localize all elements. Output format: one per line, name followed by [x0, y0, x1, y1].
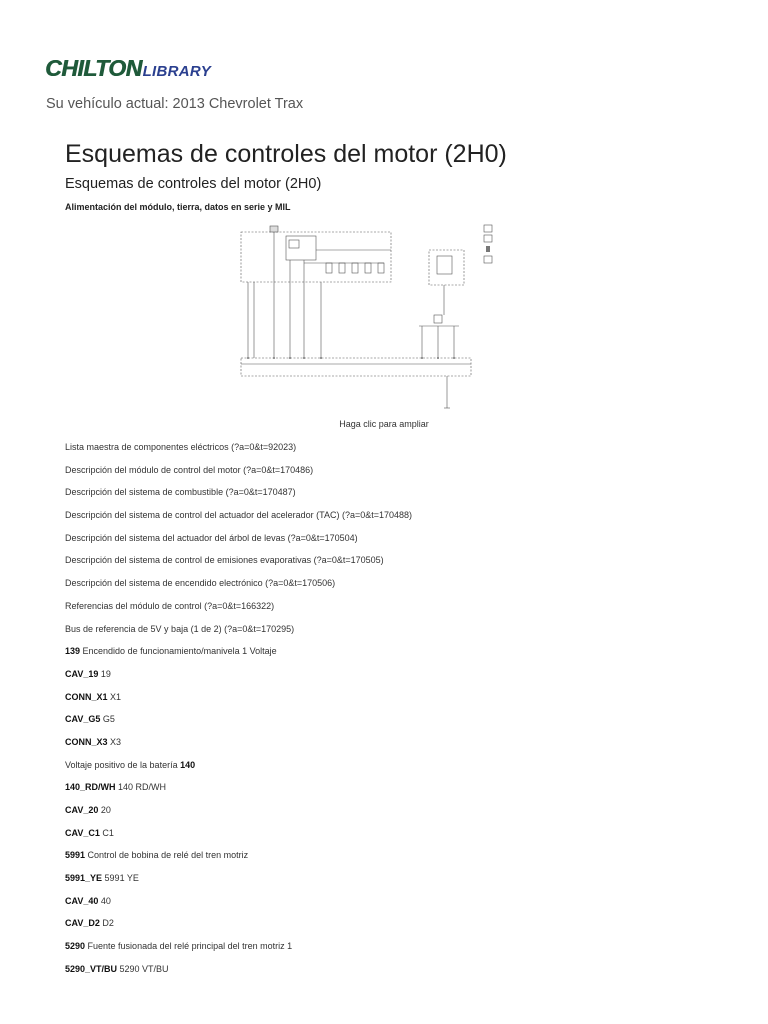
entry-post: Encendido de funcionamiento/manivela 1 Voltaje — [80, 646, 277, 657]
reference-link[interactable]: Descripción del sistema de control del actuador del acelerador (TAC) (?a=0&t=170488) — [65, 510, 413, 521]
list-item[interactable] — [65, 554, 412, 577]
entry-code: 140_RD/WH — [65, 782, 116, 793]
reference-link[interactable]: Lista maestra de componentes eléctricos (?a=0&t=92023) — [65, 442, 297, 452]
list-item[interactable] — [65, 577, 412, 600]
reference-link[interactable]: Descripción del sistema de encendido electrónico (?a=0&t=170506) — [65, 578, 336, 589]
entry-code: CAV_G5 — [65, 714, 101, 725]
list-item — [65, 736, 412, 759]
section-heading: Alimentación del módulo, tierra, datos en serie y MIL — [65, 202, 291, 212]
reference-link[interactable]: Descripción del módulo de control del motor (?a=0&t=170486) — [65, 464, 314, 475]
list-item — [65, 917, 412, 940]
entry-post: C1 — [99, 827, 114, 838]
entry-post: X3 — [107, 736, 122, 747]
entry-post: 20 — [98, 805, 111, 815]
list-item[interactable] — [65, 441, 412, 464]
entry-pre: Voltaje positivo de la batería — [65, 759, 181, 770]
page-subtitle: Esquemas de controles del motor (2H0) — [65, 176, 322, 192]
entry-post: G5 — [100, 714, 115, 725]
list-item[interactable] — [65, 486, 412, 509]
entry-code: CONN_X3 — [65, 736, 108, 747]
reference-link[interactable]: Descripción del sistema de control de emisiones evaporativas (?a=0&t=170505) — [65, 555, 384, 566]
entry-code: CAV_40 — [65, 895, 99, 906]
logo-sub-text: LIBRARY — [142, 63, 212, 80]
entry-post: 5991 YE — [102, 873, 139, 884]
entry-post: X1 — [107, 691, 122, 702]
entry-post: Control de bobina de relé del tren motriz — [85, 850, 249, 861]
entry-post: 140 RD/WH — [115, 782, 167, 793]
list-item — [65, 940, 412, 963]
list-item — [65, 804, 412, 827]
logo-main-text: CHILTON — [45, 55, 142, 81]
list-item[interactable] — [65, 509, 412, 532]
entry-code: 5991 — [65, 850, 86, 861]
list-item — [65, 827, 412, 850]
chilton-library-logo[interactable] — [45, 55, 211, 82]
reference-link[interactable]: Bus de referencia de 5V y baja (1 de 2) (?a=0&t=170295) — [65, 623, 295, 634]
entry-code: 140 — [180, 759, 196, 770]
entry-post: Fuente fusionada del relé principal del tren motriz 1 — [85, 941, 293, 952]
entry-code: CAV_D2 — [65, 918, 100, 929]
list-item — [65, 645, 412, 668]
reference-link[interactable]: Descripción del sistema de combustible (?a=0&t=170487) — [65, 487, 296, 498]
entry-post: 5290 VT/BU — [117, 963, 169, 974]
list-item[interactable] — [65, 623, 412, 646]
list-item[interactable] — [65, 600, 412, 623]
entry-code: CAV_20 — [65, 805, 99, 815]
list-item — [65, 895, 412, 918]
list-item[interactable] — [65, 532, 412, 555]
list-item — [65, 849, 412, 872]
reference-list — [65, 441, 412, 986]
entry-code: 5290_VT/BU — [65, 963, 118, 974]
page-title: Esquemas de controles del motor (2H0) — [65, 140, 507, 168]
entry-code: 139 — [65, 646, 81, 657]
list-item — [65, 872, 412, 895]
list-item — [65, 759, 412, 782]
entry-post: D2 — [99, 918, 114, 929]
list-item — [65, 781, 412, 804]
list-item — [65, 691, 412, 714]
entry-code: 5991_YE — [65, 873, 103, 884]
list-item — [65, 963, 412, 986]
list-item — [65, 668, 412, 691]
wiring-diagram[interactable] — [234, 220, 496, 412]
entry-code: 5290 — [65, 941, 86, 952]
entry-code: CONN_X1 — [65, 691, 108, 702]
entry-post: 19 — [98, 668, 111, 679]
entry-code: CAV_C1 — [65, 827, 100, 838]
entry-code: CAV_19 — [65, 668, 99, 679]
entry-post: 40 — [98, 895, 111, 906]
current-vehicle: Su vehículo actual: 2013 Chevrolet Trax — [46, 96, 304, 112]
reference-link[interactable]: Descripción del sistema del actuador del árbol de levas (?a=0&t=170504) — [65, 532, 358, 543]
list-item[interactable] — [65, 464, 412, 487]
list-item — [65, 713, 412, 736]
reference-link[interactable]: Referencias del módulo de control (?a=0&t=166322) — [65, 600, 275, 611]
diagram-caption: Haga clic para ampliar — [339, 419, 429, 429]
